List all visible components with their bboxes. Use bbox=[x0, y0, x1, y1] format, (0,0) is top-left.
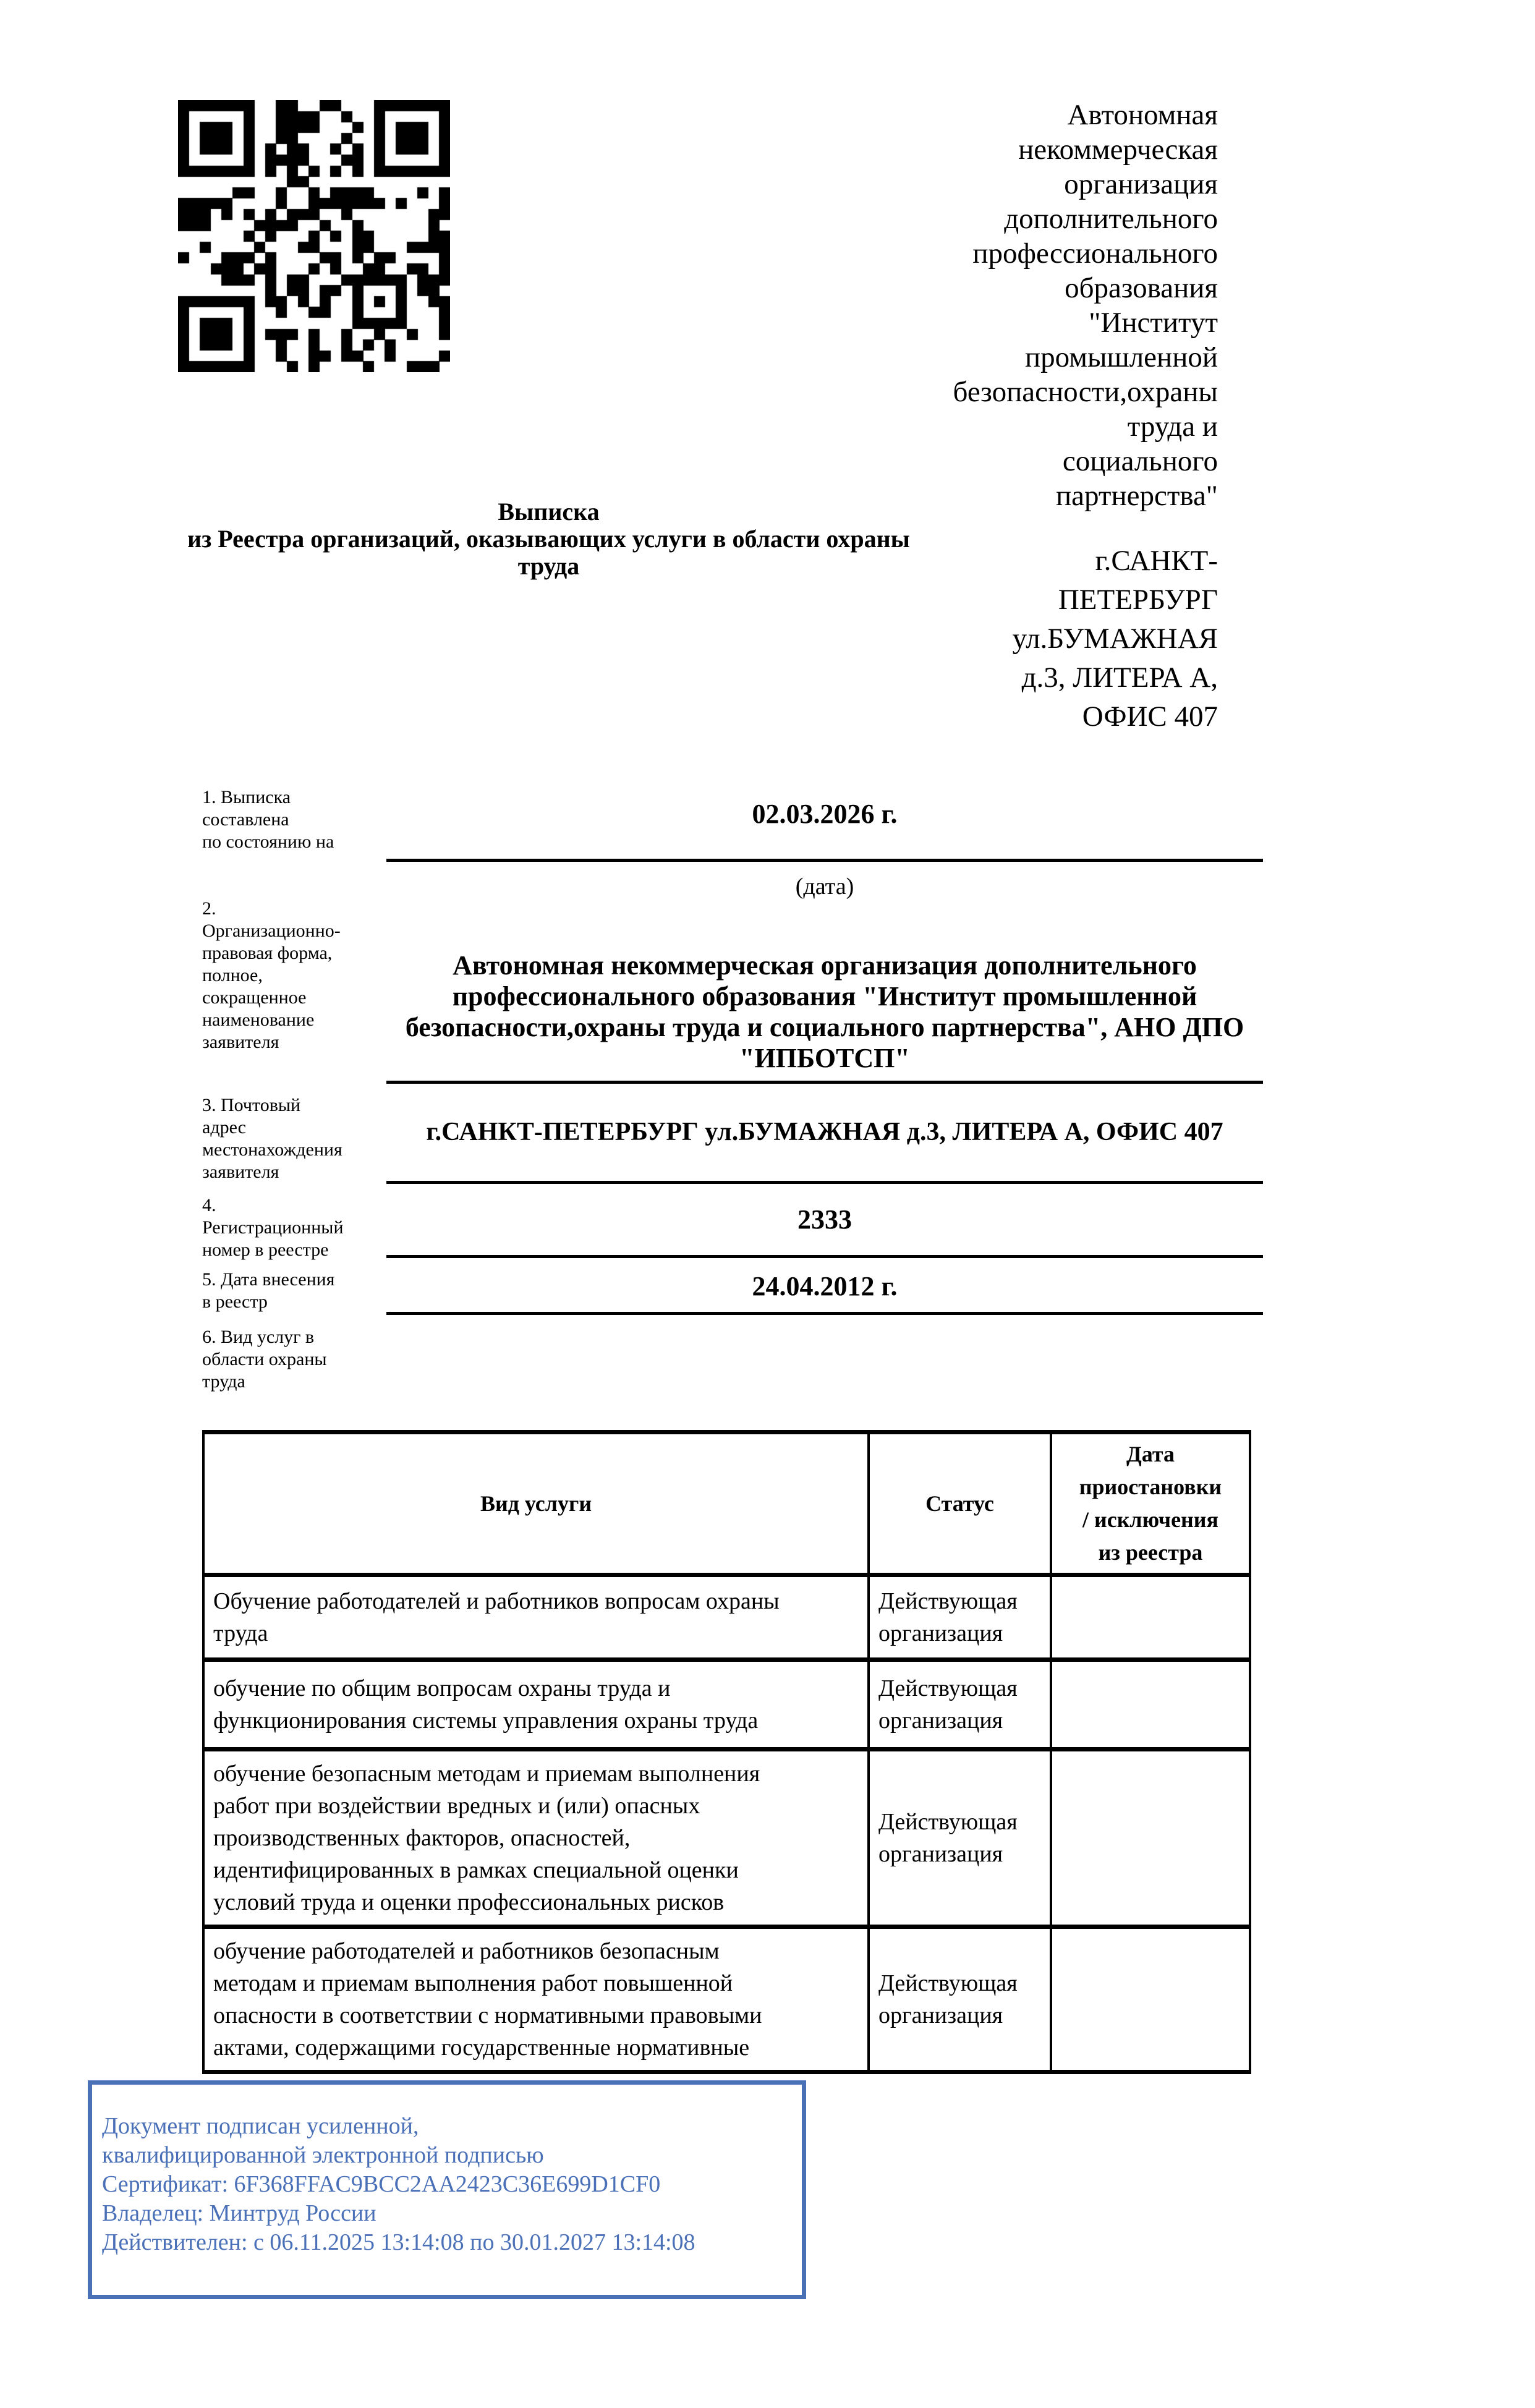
field-rule-2 bbox=[386, 1081, 1263, 1084]
col-header-suspension-date: Дата приостановки / исключения из реестра bbox=[1051, 1432, 1250, 1575]
field-rule-4 bbox=[386, 1255, 1263, 1258]
status-cell: Действующая организация bbox=[869, 1750, 1051, 1927]
field-rule-3 bbox=[386, 1181, 1263, 1184]
field-value-org-name: Автономная некоммерческая организация дополнительного профессионального образования "Институт промышленной безопасности,охраны труда и социального партнерства", АНО ДПО "ИПБОТСП" bbox=[405, 950, 1244, 1073]
field-label-6: 6. Вид услуг в области охраны труда bbox=[202, 1327, 327, 1392]
service-cell: обучение работодателей и работников безопасным методам и приемам выполнения работ повышенной опасности в соответствии с нормативными правовыми актами, содержащими государственные нормативные bbox=[203, 1927, 869, 2072]
org-address: г.САНКТ- ПЕТЕРБУРГ ул.БУМАЖНАЯ д.3, ЛИТЕРА А, ОФИС 407 bbox=[1012, 545, 1218, 733]
field-rule-5 bbox=[386, 1312, 1263, 1315]
field-label-5: 5. Дата внесения в реестр bbox=[202, 1269, 335, 1312]
table-row bbox=[203, 1660, 1250, 1750]
field-label-4: 4. Регистрационный номер в реестре bbox=[202, 1195, 344, 1260]
document-title: Выписка из Реестра организаций, оказывающих услуги в области охраны труда bbox=[187, 498, 910, 580]
services-table bbox=[202, 1430, 1251, 2074]
field-label-1: 1. Выписка составлена по состоянию на bbox=[202, 787, 334, 852]
date-cell bbox=[1051, 1660, 1250, 1750]
signature-text: Документ подписан усиленной, квалифицированной электронной подписью Сертификат: 6F368FFAC9BCC2AA2423C36E699D1CF0 Владелец: Минтруд России Действителен: с 06.11.2025 13:14:08 по 30.01.2027 13:14:08 bbox=[102, 2113, 695, 2255]
date-cell bbox=[1051, 1575, 1250, 1660]
field-value-registry-number: 2333 bbox=[797, 1204, 852, 1235]
field-label-2: 2. Организационно- правовая форма, полное, сокращенное наименование заявителя bbox=[202, 898, 341, 1052]
field-value-date-compiled: 02.03.2026 г. bbox=[752, 799, 898, 829]
service-cell: обучение по общим вопросам охраны труда и функционирования системы управления охраны труда bbox=[203, 1660, 869, 1750]
field-value-registry-date: 24.04.2012 г. bbox=[752, 1271, 898, 1301]
signature-stamp bbox=[88, 2080, 806, 2299]
date-note: (дата) bbox=[795, 874, 854, 900]
qr-code bbox=[178, 100, 450, 372]
col-header-status: Статус bbox=[869, 1432, 1051, 1575]
field-label-3: 3. Почтовый адрес местонахождения заявителя bbox=[202, 1095, 342, 1182]
org-name: Автономная некоммерческая организация дополнительного профессионального образования "Институт промышленной безопасности,охраны труда и социального партнерства" bbox=[953, 99, 1218, 512]
date-cell bbox=[1051, 1927, 1250, 2072]
status-cell: Действующая организация bbox=[869, 1575, 1051, 1660]
table-row bbox=[203, 1750, 1250, 1927]
status-cell: Действующая организация bbox=[869, 1927, 1051, 2072]
field-value-postal-address: г.САНКТ-ПЕТЕРБУРГ ул.БУМАЖНАЯ д.3, ЛИТЕРА А, ОФИС 407 bbox=[426, 1118, 1223, 1146]
col-header-service: Вид услуги bbox=[203, 1432, 869, 1575]
date-cell bbox=[1051, 1750, 1250, 1927]
service-cell: обучение безопасным методам и приемам выполнения работ при воздействии вредных и (или) опасных производственных факторов, опасностей, идентифицированных в рамках специальной оценки условий труда и оценки профессиональных рисков bbox=[203, 1750, 869, 1927]
field-rule-1 bbox=[386, 859, 1263, 862]
status-cell: Действующая организация bbox=[869, 1660, 1051, 1750]
service-cell: Обучение работодателей и работников вопросам охраны труда bbox=[203, 1575, 869, 1660]
org-header-block bbox=[686, 98, 1218, 736]
table-row bbox=[203, 1575, 1250, 1660]
table-row bbox=[203, 1927, 1250, 2072]
table-header-row bbox=[203, 1432, 1250, 1575]
